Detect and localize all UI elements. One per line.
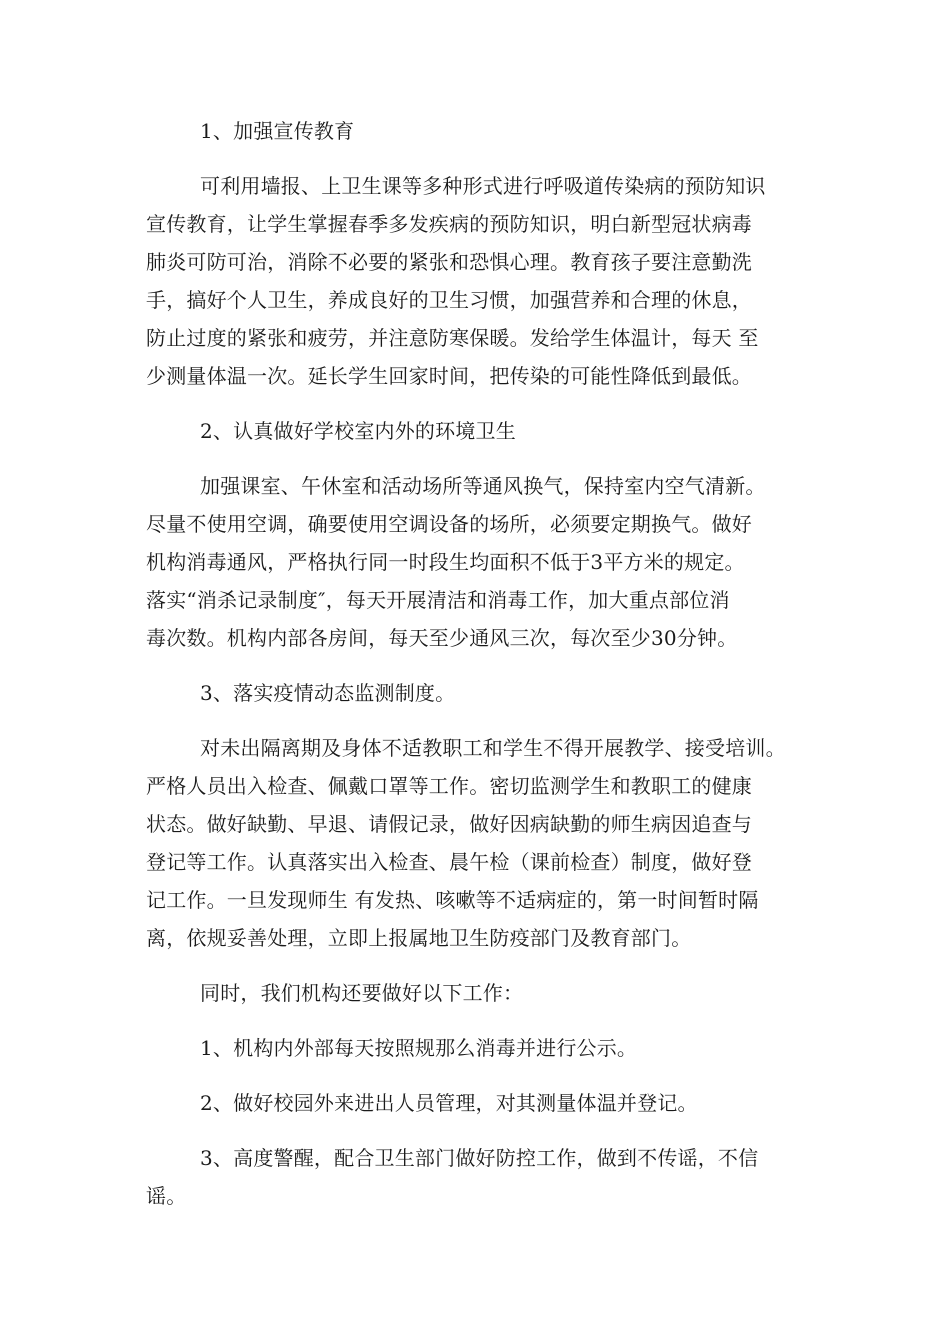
section-2-heading: 2、认真做好学校室内外的环境卫生 xyxy=(200,419,516,443)
section-2-line-5: 毒次数。机构内部各房间，每天至少通风三次，每次至少30分钟。 xyxy=(146,626,738,650)
also-item-3: 3、高度警醒，配合卫生部门做好防控工作，做到不传谣，不信 xyxy=(200,1146,759,1170)
section-2-line-2: 尽量不使用空调，确要使用空调设备的场所，必须要定期换气。做好 xyxy=(146,512,752,536)
section-1-line-3: 肺炎可防可治，消除不必要的紧张和恐惧心理。教育孩子要注意勤洗 xyxy=(146,250,752,274)
section-3-line-3: 状态。做好缺勤、早退、请假记录，做好因病缺勤的师生病因追查与 xyxy=(146,812,752,836)
section-3-heading: 3、落实疫情动态监测制度。 xyxy=(200,681,456,705)
section-2-line-1: 加强课室、午休室和活动场所等通风换气，保持室内空气清新。 xyxy=(200,474,766,498)
section-3-line-6: 离，依规妥善处理，立即上报属地卫生防疫部门及教育部门。 xyxy=(146,926,692,950)
section-1-heading: 1、加强宣传教育 xyxy=(200,119,355,143)
section-1-line-4: 手，搞好个人卫生，养成良好的卫生习惯，加强营养和合理的休息， xyxy=(146,288,752,312)
section-3-line-2: 严格人员出入检查、佩戴口罩等工作。密切监测学生和教职工的健康 xyxy=(146,774,752,798)
section-3-line-1: 对未出隔离期及身体不适教职工和学生不得开展教学、接受培训。 xyxy=(200,736,786,760)
section-1-line-2: 宣传教育，让学生掌握春季多发疾病的预防知识，明白新型冠状病毒 xyxy=(146,212,752,236)
also-item-2: 2、做好校园外来进出人员管理，对其测量体温并登记。 xyxy=(200,1091,698,1115)
also-intro: 同时，我们机构还要做好以下工作： xyxy=(200,981,524,1005)
section-1-line-1: 可利用墙报、上卫生课等多种形式进行呼吸道传染病的预防知识 xyxy=(200,174,766,198)
also-item-3-tail: 谣。 xyxy=(146,1184,187,1208)
section-1-line-6: 少测量体温一次。延长学生回家时间，把传染的可能性降低到最低。 xyxy=(146,364,752,388)
section-3-line-5: 记工作。一旦发现师生 有发热、咳嗽等不适病症的，第一时间暂时隔 xyxy=(146,888,759,912)
section-2-line-4: 落实“消杀记录制度″，每天开展清洁和消毒工作，加大重点部位消 xyxy=(146,588,730,612)
section-2-line-3: 机构消毒通风，严格执行同一时段生均面积不低于3平方米的规定。 xyxy=(146,550,745,574)
section-1-line-5: 防止过度的紧张和疲劳，并注意防寒保暖。发给学生体温计，每天 至 xyxy=(146,326,759,350)
also-item-1: 1、机构内外部每天按照规那么消毒并进行公示。 xyxy=(200,1036,638,1060)
section-3-line-4: 登记等工作。认真落实出入检查、晨午检（课前检查）制度，做好登 xyxy=(146,850,752,874)
